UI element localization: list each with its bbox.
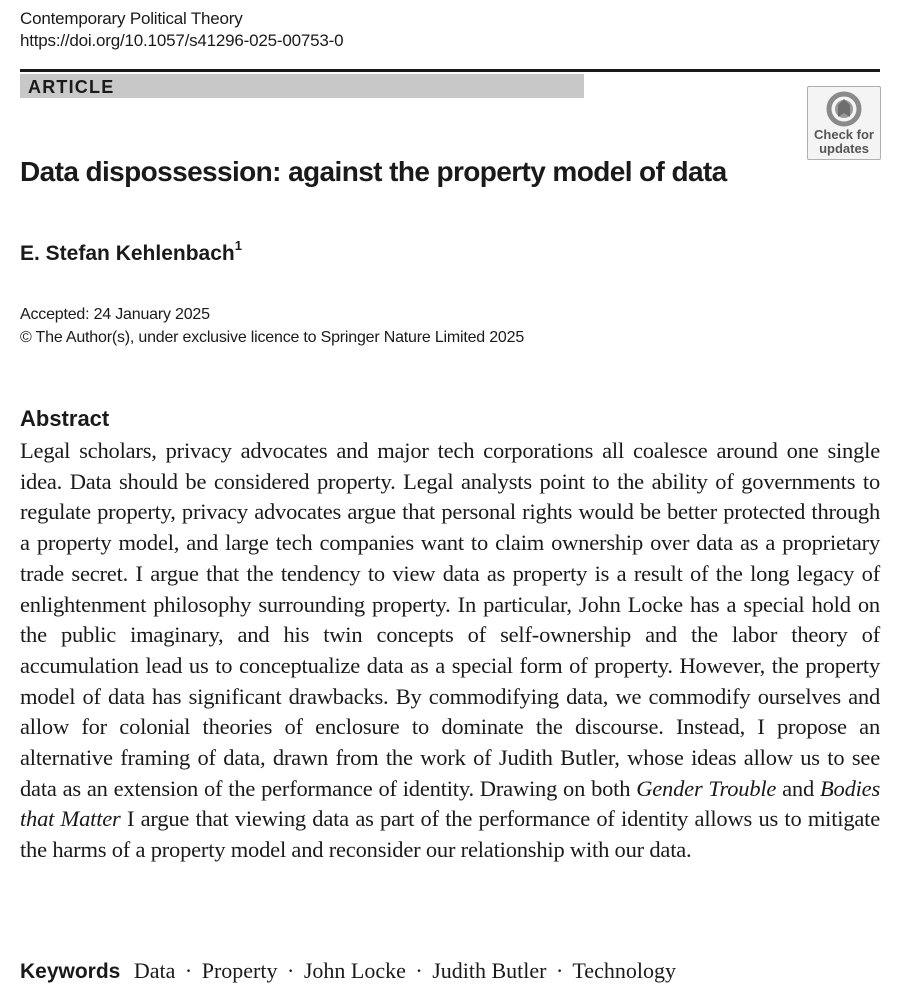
keyword: Data xyxy=(133,958,176,983)
accepted-date: Accepted: 24 January 2025 xyxy=(20,306,210,323)
check-for-updates-badge[interactable] xyxy=(807,86,881,160)
section-label: ARTICLE xyxy=(28,77,115,97)
keyword: Judith Butler xyxy=(432,958,547,983)
header-rule xyxy=(20,69,880,72)
badge-line1: Check for xyxy=(814,127,874,142)
abstract-text-part2: I argue that viewing data as part of the performance of identity allows us to mitigate the harms of a property model and reconsider our relationship with our data. xyxy=(20,806,880,863)
keyword: Property xyxy=(201,958,278,983)
book-title-bodies-that-matter: Bodies that Matter xyxy=(20,775,881,832)
article-title: Data dispossession: against the property model of data xyxy=(20,156,727,187)
crossmark-icon xyxy=(826,91,862,127)
journal-header xyxy=(20,8,343,52)
keyword-separator: · xyxy=(555,958,564,983)
doi-link[interactable]: https://doi.org/10.1057/s41296-025-00753-0 xyxy=(20,31,344,50)
author[interactable] xyxy=(20,234,242,268)
badge-line2: updates xyxy=(819,141,869,156)
keyword-separator: · xyxy=(184,958,193,983)
abstract-text-part1: Legal scholars, privacy advocates and major tech corporations all coalesce around one single idea. Data should be considered property. Legal analysts point to the ability of governments to regulate property, privacy advocates argue that personal rights would be better protected through a property model, and large tech companies want to claim ownership over data as a proprietary trade secret. I argue that the tendency to view data as property is a result of the long legacy of enlightenment philosophy surrounding property. In particular, John Locke has a special hold on the public imaginary, and his twin concepts of self-ownership and the labor theory of accumulation lead us to conceptualize data as a special form of property. However, the property model of data has significant drawbacks. By commodifying data, we commodify ourselves and allow for colonial theories of enclosure to dominate the discourse. Instead, I propose an alternative framing of data, drawn from the work of Judith Butler, whose ideas allow us to see data as an extension of the performance of identity. Drawing on both xyxy=(20,438,880,801)
keyword-separator: · xyxy=(415,958,423,983)
copyright-line: © The Author(s), under exclusive licence to Springer Nature Limited 2025 xyxy=(20,329,525,346)
section-band xyxy=(20,74,584,98)
article-meta xyxy=(20,303,524,349)
badge-text xyxy=(808,128,880,156)
keyword: John Locke xyxy=(303,958,406,983)
keywords xyxy=(20,956,676,987)
abstract-heading: Abstract xyxy=(20,406,110,431)
journal-name: Contemporary Political Theory xyxy=(20,9,243,28)
keyword: Technology xyxy=(572,958,676,983)
keyword-separator: · xyxy=(287,958,295,983)
abstract-text xyxy=(20,436,880,866)
author-name[interactable]: E. Stefan Kehlenbach xyxy=(20,242,235,265)
affiliation-mark[interactable]: 1 xyxy=(234,238,242,253)
book-title-gender-trouble: Gender Trouble xyxy=(636,775,777,801)
abstract-conjunction: and xyxy=(776,775,820,801)
keywords-label: Keywords xyxy=(20,960,121,983)
